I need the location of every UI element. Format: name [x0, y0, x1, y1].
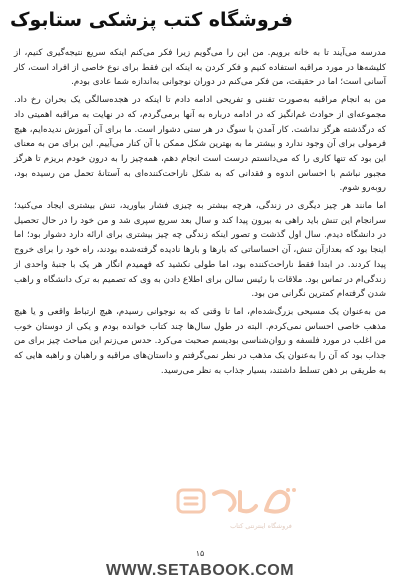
watermark-tagline: فروشگاه اینترنتی کتاب — [230, 522, 292, 530]
paragraph: من به‌عنوان یک مسیحی بزرگ‌شده‌ام، اما تا وقتی که به نوجوانی رسیدم، هیچ ارتباط واقعی و یا هیچ مذهب خاصی احساس نمی‌کردم. البته در طول سال‌ها چند کتاب خوانده بودم و یکی از دوستان خوب من اغلب در مورد فلسفه و روان‌شناسی بودیسم صحبت می‌کرد. حدس می‌زنم این مباحث چیز برای من جذاب بود که آن را به‌عنوان یک مذهب در نظر نمی‌گرفتم و داستان‌های مراقبه و راهبان و راهبه هایی که به طریقی بر ذهن تسلط داشتند، بسیار جذاب به نظر می‌رسید. — [14, 306, 386, 376]
page-number: ۱۵ — [195, 549, 205, 558]
setabook-logo-icon — [176, 484, 306, 522]
paragraph: من به انجام مراقبه به‌صورت تفننی و تفریحی ادامه دادم تا اینکه در هجده‌سالگی یک بحران رخ داد. مجموعه‌ای از حوادث غم‌انگیز که در ادامه درباره به آنها برمی‌گردم، که در نهایت به مراقبه اهمیتی داد که درگذشته هرگز نداشت. کار آمدن با سوگ در هر سنی دشوار است. ما برای آن آموزش ندیده‌ایم، هیچ فرمولی برای آن وجود ندارد و بیشتر ما به بهترین شکل ممکن با آن کنار می‌آییم. این برای من به معنای این بود که تنها کاری را که می‌دانستم درست است انجام دهم، همه‌چیز را به درون خودم بریزم تا هرگز مجبور نباشم با احساس اندوه و فقدانی که به شکل ناراحت‌کننده‌ای به آستانهٔ تحمل من رسیده بود، روبه‌رو شوم. — [14, 95, 386, 194]
page-title: فروشگاه کتب پزشکی ستابوک — [10, 9, 293, 31]
site-url-footer: WWW.SETABOOK.COM — [105, 562, 295, 579]
body-text — [14, 46, 386, 381]
paragraph: مدرسه می‌آیند تا به خانه برویم. من این را می‌گویم زیرا فکر می‌کنم اینکه سریع نتیجه‌گیری کنیم، از کلیشه‌ها در مورد مراقبه استفاده کنیم و فکر کردن به اینکه این فقط برای نوع خاصی از افراد است، کار آسانی است؛ اما در حقیقت، من فکر می‌کنم در دوران نوجوانی به‌اندازه شما عادی بودم. — [14, 48, 386, 88]
paragraph: اما مانند هر چیز دیگری در زندگی، هرچه بیشتر به چیزی فشار بیاورید، تنش بیشتری ایجاد می‌کنید؛ سرانجام این تنش باید راهی به بیرون پیدا کند و سال بعد سریع سپری شد و من خود را در حال تحصیل در دانشگاه دیدم. سال اول گذشت و تصور اینکه زندگی چه چیز بیشتری برای ارائه دارد دشوار بود؛ اما اینجا بود که بعدازآن تنش، آن احساساتی که بارها و بارها نادیده گرفته‌شده بودند، راه خود را برای خروج پیدا کردند. در ابتدا فقط ناراحت‌کننده بود، اما طولی نکشید که فهمیدم انگار هر یک با جنبهٔ واحدی از زندگی‌ام در تماس بود. ملاقات با رئیس سالن برای اطلاع دادن به وی که تصمیم به ترک دانشگاه و راهب شدن گرفته‌ام کمترین نگرانی من بود. — [14, 201, 386, 300]
setabook-watermark-logo — [176, 484, 306, 542]
